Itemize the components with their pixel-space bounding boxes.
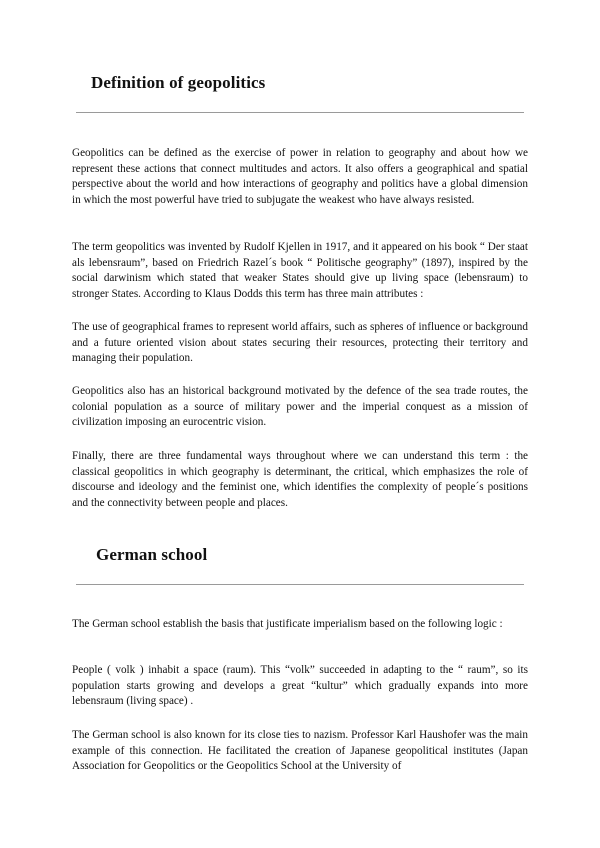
paragraph-nazism-ties: The German school is also known for its close ties to nazism. Professor Karl Haushofer was the main example of this connection. He facilitated the creation of Japanese geopolitical institutes (Japan Association for Geopolitics or the Geopolitics School at the University of: [72, 729, 528, 773]
section-heading-german-school: German school: [96, 545, 208, 564]
paragraph-historical-background: Geopolitics also has an historical background motivated by the defence of the sea trade routes, the colonial population as a source of military power and the imperial conquest as a mission of civilization imposing an eurocentric vision.: [72, 385, 528, 429]
paragraph-definition: Geopolitics can be defined as the exercise of power in relation to geography and about how we represent these actions that connect multitudes and actors. It also offers a geographical and spatial perspective about the world and how interactions of geography and politics have a global dimension in which the most powerful have tried to subjugate the weakest who have always resisted.: [72, 147, 528, 206]
heading-divider: [76, 112, 524, 113]
heading-divider: [76, 584, 524, 585]
paragraph-attributes: The use of geographical frames to represent world affairs, such as spheres of influence or background and a future oriented vision about states securing their resources, protecting their territory and managing their population.: [72, 321, 528, 365]
paragraph-german-school-basis: The German school establish the basis that justificate imperialism based on the following logic :: [72, 618, 503, 630]
paragraph-three-ways: Finally, there are three fundamental ways throughout where we can understand this term : the classical geopolitics in which geography is determinant, the critical, which emphasizes the role of discourse and ideology and the feminist one, which identifies the complexity of people´s positions and the connectivity between people and places.: [72, 450, 528, 509]
paragraph-volk-raum: People ( volk ) inhabit a space (raum). This “volk” succeeded in adapting to the “ raum”, so its population starts growing and develops a great “kultur” which gradually expands into more lebensraum (living space) .: [72, 664, 528, 708]
paragraph-term-origin: The term geopolitics was invented by Rudolf Kjellen in 1917, and it appeared on his book “ Der staat als lebensraum”, based on Friedrich Razel´s book “ Politische geography” (1897), inspired by the social darwinism which stated that weaker States should give up living space (lebensraum) to stronger States. According to Klaus Dodds this term has three main attributes :: [72, 241, 528, 300]
section-heading-definition: Definition of geopolitics: [91, 73, 266, 92]
